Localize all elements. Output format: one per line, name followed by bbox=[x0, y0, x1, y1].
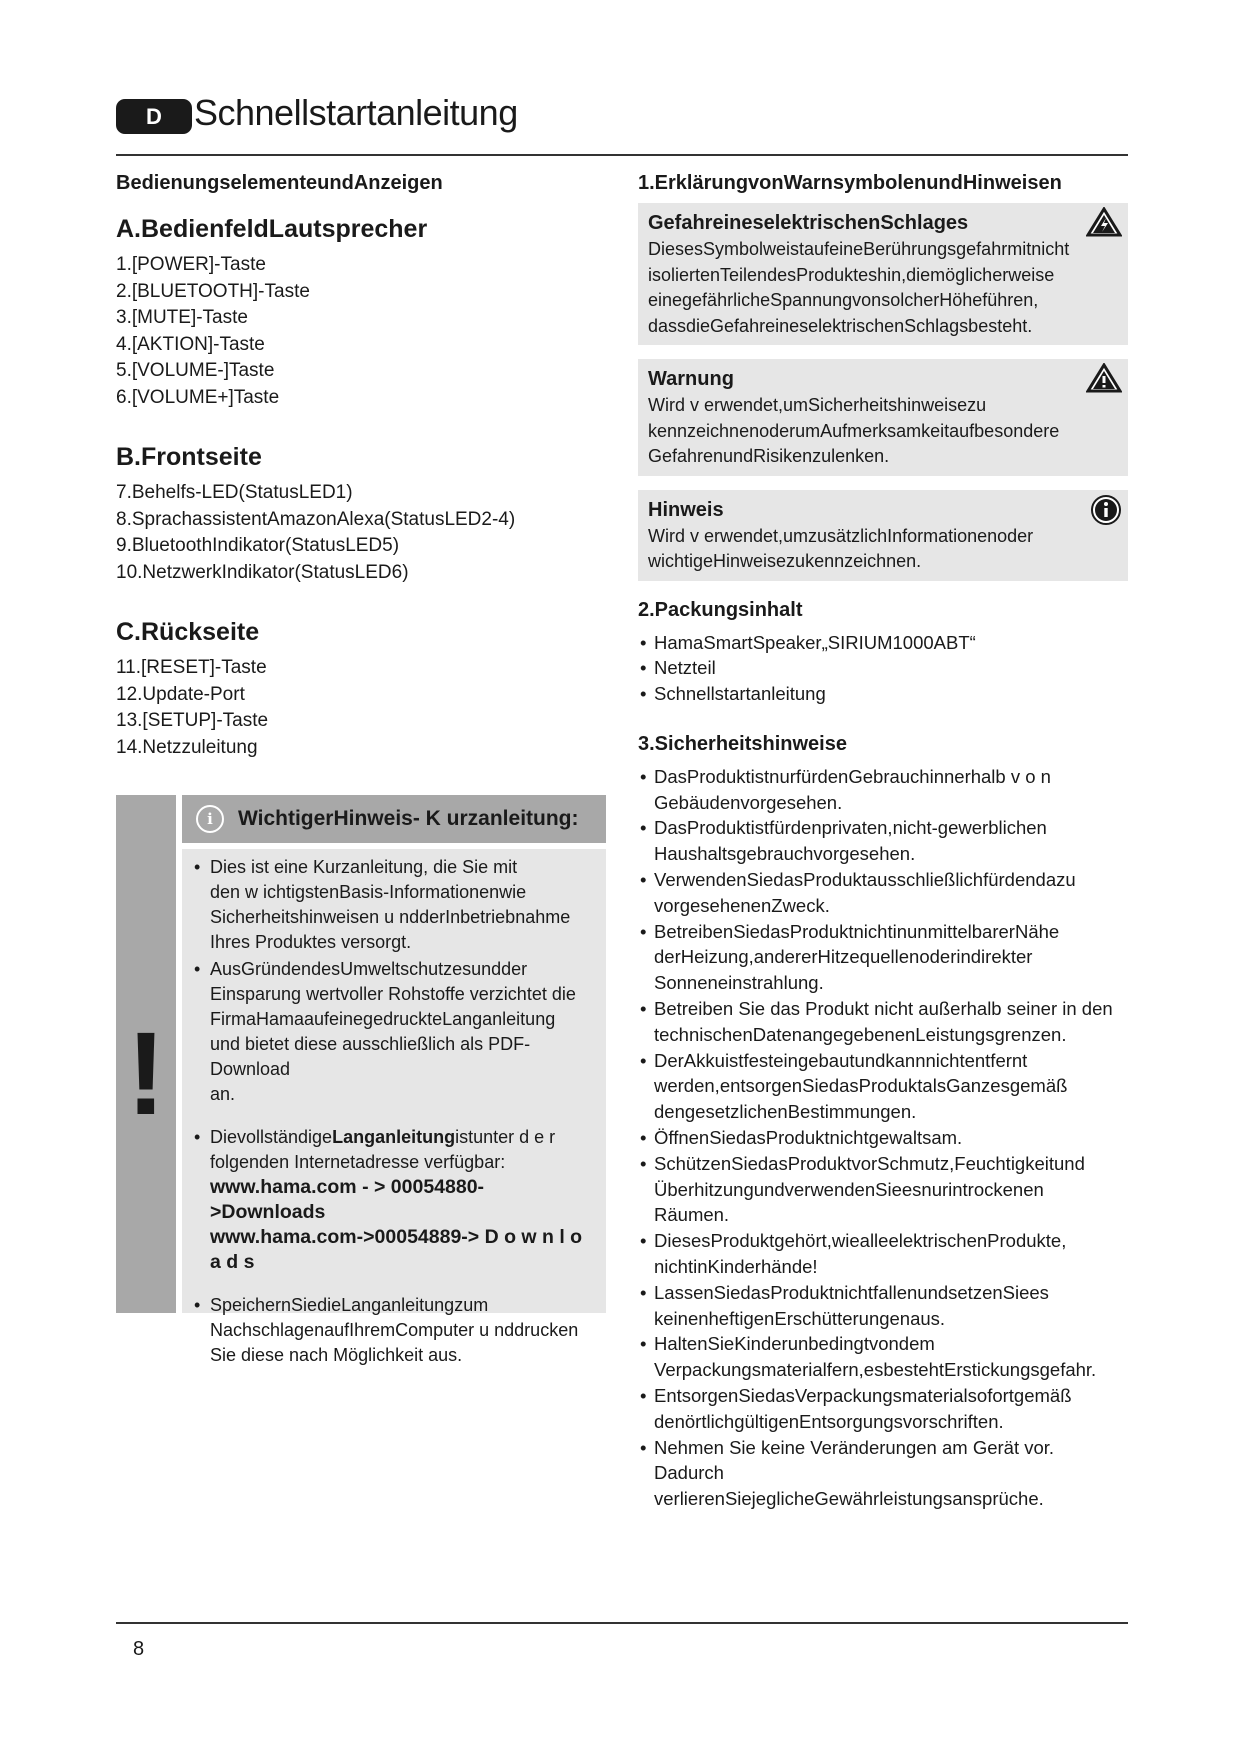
warning-title: Hinweis bbox=[648, 498, 724, 521]
text-line: • DiesesProduktgehört,wiealleelektrischenProdukte, bbox=[654, 1230, 1067, 1252]
list-item: 13.[SETUP]-Taste bbox=[116, 710, 269, 731]
list-item bbox=[638, 1125, 1128, 1151]
list-item bbox=[638, 1331, 1128, 1383]
exclamation-icon: ! bbox=[126, 1008, 166, 1140]
list-item bbox=[638, 815, 1128, 867]
group-heading: A.BedienfeldLautsprecher bbox=[116, 215, 428, 243]
text-line: folgenden Internetadresse verfügbar: bbox=[210, 1152, 506, 1172]
text-line: derHeizung,andererHitzequellenoderindirekter bbox=[654, 946, 1033, 968]
warning-title: Warnung bbox=[648, 368, 734, 390]
text-line: • BetreibenSiedasProduktnichtinunmittelbarerNähe bbox=[654, 920, 1060, 942]
text-line: • DerAkkuistfesteingebautundkannnichtentfernt bbox=[654, 1049, 1028, 1071]
text-line: • DasProduktistnurfürdenGebrauchinnerhalb v o n bbox=[654, 765, 1051, 787]
list-item: • HamaSmartSpeaker„SIRIUM1000ABT“ bbox=[638, 630, 1128, 656]
bullet: • bbox=[194, 1127, 201, 1147]
language-code: D bbox=[146, 103, 162, 129]
text-line: Einsparung wertvoller Rohstoffe verzichtet die bbox=[210, 984, 576, 1004]
list-item: 11.[RESET]-Taste bbox=[116, 657, 267, 678]
text-line: isoliertenTeilendesProdukteshin,diemöglicherweise bbox=[648, 264, 1055, 285]
text-line: den w ichtigstenBasis-Informationenwie bbox=[210, 882, 527, 902]
text-line: an. bbox=[210, 1084, 236, 1104]
warning-symbols-heading: 1.ErklärungvonWarnsymbolenundHinweisen bbox=[638, 172, 1062, 194]
note-paragraph bbox=[194, 957, 594, 1107]
text-line: Sicherheitshinweisen u ndderInbetriebnahme bbox=[210, 907, 571, 927]
list-item bbox=[638, 1228, 1128, 1280]
bold-fragment: Langanleitung bbox=[332, 1127, 456, 1147]
safety-list bbox=[638, 764, 1128, 1512]
rear-side-list bbox=[116, 655, 606, 761]
list-item: 14.Netzzuleitung bbox=[116, 736, 258, 758]
bullet: • bbox=[194, 959, 201, 979]
list-item bbox=[638, 1151, 1128, 1228]
text-line: • SchützenSiedasProduktvorSchmutz,Feuchtigkeitund bbox=[654, 1152, 1085, 1174]
warning-triangle-icon bbox=[1086, 363, 1122, 393]
text-line: • EntsorgenSiedasVerpackungsmaterialsofortgemäß bbox=[654, 1385, 1072, 1407]
note-paragraph bbox=[194, 855, 594, 955]
text-line: ÜberhitzungundverwendenSieesnurintrockenen bbox=[654, 1178, 1044, 1200]
list-item bbox=[638, 1048, 1128, 1125]
list-item: 8.SprachassistentAmazonAlexa(StatusLED2-4) bbox=[116, 508, 516, 530]
list-item: 4.[AKTION]-Taste bbox=[116, 333, 265, 355]
text-line: Ihres Produktes versorgt. bbox=[210, 932, 412, 952]
important-note-box bbox=[116, 795, 606, 1365]
warning-title: GefahreineselektrischenSchlages bbox=[648, 212, 969, 234]
speaker-panel-list bbox=[116, 252, 606, 411]
safety-heading: 3.Sicherheitshinweise bbox=[638, 732, 847, 755]
list-item: 2.[BLUETOOTH]-Taste bbox=[116, 280, 310, 302]
text-line: verlierenSiejeglicheGewährleistungsansprüche. bbox=[654, 1488, 1044, 1510]
text-line: • DasProduktistfürdenprivaten,nicht-gewerblichen bbox=[654, 817, 1047, 839]
text-line: • LassenSiedasProduktnichtfallenundsetzenSiees bbox=[654, 1281, 1049, 1303]
text-line: Dies ist eine Kurzanleitung, die Sie mit bbox=[210, 857, 518, 877]
text-line: werden,entsorgenSiedasProduktalsGanzesgemäß bbox=[654, 1075, 1068, 1097]
package-contents-heading: 2.Packungsinhalt bbox=[638, 598, 803, 621]
header-divider bbox=[116, 154, 1128, 156]
text-line: technischenDatenangegebenenLeistungsgrenzen. bbox=[654, 1023, 1067, 1045]
front-side-list bbox=[116, 480, 606, 586]
note-body bbox=[182, 849, 606, 1365]
note-paragraph bbox=[194, 1293, 594, 1368]
list-item bbox=[638, 1383, 1128, 1435]
text-line: Wird v erwendet,umSicherheitshinweisezu bbox=[648, 395, 987, 415]
page-number: 8 bbox=[133, 1638, 145, 1660]
list-item: 1.[POWER]-Taste bbox=[116, 254, 266, 275]
text-fragment: Dievollständige bbox=[210, 1127, 333, 1147]
package-contents-list bbox=[638, 630, 1128, 707]
list-item: • Netzteil bbox=[638, 655, 1128, 681]
text-line: • Nehmen Sie keine Veränderungen am Gerät vor. Dadurch bbox=[654, 1436, 1055, 1484]
list-item bbox=[638, 764, 1128, 816]
page-title: Schnellstartanleitung bbox=[194, 92, 518, 133]
text-line: Wird v erwendet,umzusätzlichInformationenoder bbox=[648, 525, 1034, 546]
group-heading: B.Frontseite bbox=[116, 443, 262, 471]
warning-triangle-icon bbox=[1086, 207, 1122, 237]
list-item bbox=[638, 919, 1128, 996]
text-line: SpeichernSiedieLanganleitungzum bbox=[210, 1295, 489, 1315]
text-line: FirmaHamaaufeinegedruckteLanganleitung bbox=[210, 1009, 556, 1029]
info-icon: i bbox=[196, 805, 224, 833]
text-line: denörtlichgültigenEntsorgungsvorschriften. bbox=[654, 1410, 1004, 1432]
warning-box bbox=[638, 203, 1128, 345]
text-line: nichtinKinderhände! bbox=[654, 1256, 818, 1278]
text-line: und bietet diese ausschließlich als PDF-Download bbox=[210, 1034, 531, 1079]
list-item bbox=[638, 1435, 1128, 1512]
text-line: • VerwendenSiedasProduktausschließlichfürdendazu bbox=[654, 869, 1076, 891]
right-column bbox=[638, 172, 1128, 1538]
list-item: 3.[MUTE]-Taste bbox=[116, 307, 248, 328]
info-circle-icon bbox=[1090, 494, 1122, 526]
text-line: keinenheftigenErschütterungenaus. bbox=[654, 1307, 946, 1329]
group-heading: C.Rückseite bbox=[116, 618, 260, 646]
list-item: 7.Behelfs-LED(StatusLED1) bbox=[116, 482, 353, 503]
text-line: NachschlagenaufIhremComputer u nddrucken bbox=[210, 1320, 579, 1340]
bullet: • bbox=[194, 857, 201, 877]
exclamation-bar bbox=[116, 795, 176, 1313]
text-line: dengesetzlichenBestimmungen. bbox=[654, 1101, 917, 1123]
list-item bbox=[638, 1280, 1128, 1332]
text-line bbox=[210, 1125, 594, 1150]
text-line: • Betreiben Sie das Produkt nicht außerhalb seiner in den bbox=[654, 998, 1113, 1020]
controls-section bbox=[116, 172, 606, 793]
text-line: Räumen. bbox=[654, 1204, 730, 1226]
text-line: • ÖffnenSiedasProduktnichtgewaltsam. bbox=[654, 1127, 963, 1149]
text-line: einegefährlicheSpannungvonsolcherHöheführen, bbox=[648, 290, 1039, 310]
note-header bbox=[182, 795, 606, 843]
text-line: kennzeichnenoderumAufmerksamkeitaufbesondere bbox=[648, 420, 1060, 441]
list-item: 9.BluetoothIndikator(StatusLED5) bbox=[116, 535, 400, 556]
language-badge bbox=[116, 99, 192, 134]
list-item bbox=[638, 867, 1128, 919]
download-url[interactable]: www.hama.com - > 00054880->Downloads bbox=[210, 1176, 485, 1223]
list-item: 6.[VOLUME+]Taste bbox=[116, 386, 280, 408]
text-line: DiesesSymbolweistaufeineBerührungsgefahrmitnicht bbox=[648, 239, 1070, 259]
footer-divider bbox=[116, 1622, 1128, 1624]
note-paragraph bbox=[194, 1125, 594, 1275]
text-line: Gebäudenvorgesehen. bbox=[654, 791, 843, 813]
download-url[interactable]: www.hama.com->00054889-> D o w n l o a d s bbox=[210, 1226, 583, 1273]
text-line: AusGründendesUmweltschutzesundder bbox=[210, 959, 528, 979]
controls-section-title: BedienungselementeundAnzeigen bbox=[116, 172, 443, 194]
warning-box bbox=[638, 359, 1128, 476]
text-line: vorgesehenenZweck. bbox=[654, 894, 830, 916]
list-item: 5.[VOLUME-]Taste bbox=[116, 360, 275, 381]
text-line: Sie diese nach Möglichkeit aus. bbox=[210, 1345, 463, 1365]
text-line: • HaltenSieKinderunbedingtvondem bbox=[654, 1333, 935, 1355]
list-item bbox=[638, 996, 1128, 1048]
text-fragment: istunter d e r bbox=[455, 1127, 556, 1147]
note-title: WichtigerHinweis- K urzanleitung: bbox=[238, 807, 579, 830]
text-line: Sonneneinstrahlung. bbox=[654, 972, 824, 994]
text-line: wichtigeHinweisezukennzeichnen. bbox=[648, 551, 922, 571]
list-item: 10.NetzwerkIndikator(StatusLED6) bbox=[116, 561, 409, 583]
text-line: GefahrenundRisikenzulenken. bbox=[648, 446, 890, 466]
text-line: dassdieGefahreineselektrischenSchlagsbesteht. bbox=[648, 315, 1033, 336]
list-item: 12.Update-Port bbox=[116, 683, 245, 705]
text-line: Verpackungsmaterialfern,esbestehtErstickungsgefahr. bbox=[654, 1359, 1097, 1381]
list-item: • Schnellstartanleitung bbox=[638, 681, 1128, 707]
bullet: • bbox=[194, 1295, 201, 1315]
warning-box bbox=[638, 490, 1128, 581]
text-line: Haushaltsgebrauchvorgesehen. bbox=[654, 843, 916, 865]
